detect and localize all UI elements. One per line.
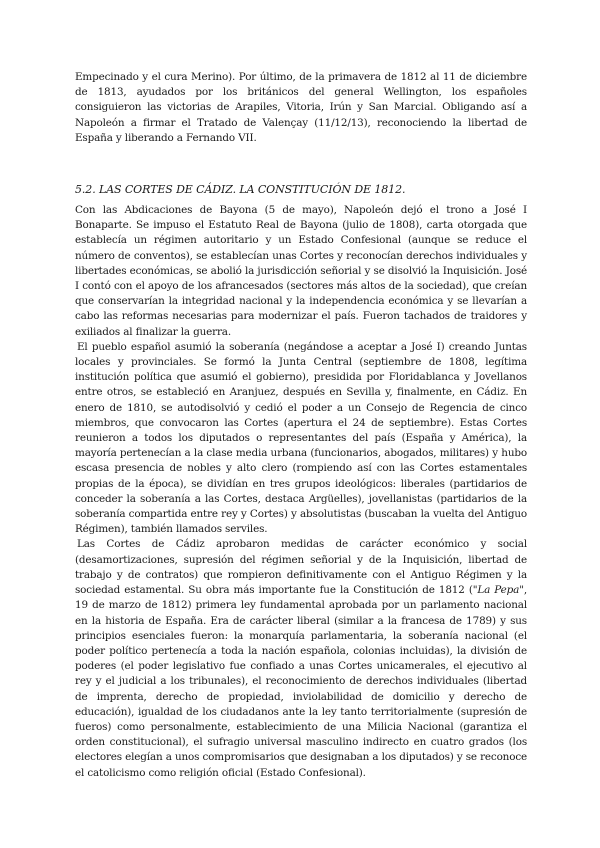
la-pepa-quote: "La Pepa" <box>472 584 524 597</box>
paragraph-text-end: , 19 de marzo de 1812) primera ley fundamental aprobada por un parlamento nacional en la historia de España. Era de carácter liberal (similar a la francesa de 1789) y sus principios esenciales fueron: la monarquía parlamentaria, la soberanía nacional (el poder político pertenecía a toda la nación española, colonias incluidas), la división de poderes (el poder legislativo fue confiado a unas Cortes unicamerales, el ejecutivo al rey y el judicial a los tribunales), el reconocimiento de derechos individuales (libertad de imprenta, derecho de propiedad, inviolabilidad de domicilio y derecho de educación), igualdad de los ciudadanos ante la ley tanto territorialmente (supresión de fueros) como personalmente, establecimiento de una Milicia Nacional (garantiza el orden constitucional), el sufragio universal masculino indirecto en cuatro grados (los electores elegían a unos compromisarios que designaban a los diputados) y se reconoce el catolicismo como religión oficial (Estado Confesional). <box>75 584 527 779</box>
paragraph-text-start: Las Cortes de Cádiz aprobaron medidas de carácter económico y social (desamortizaciones, supresión del régimen señorial y de la Inquisición, libertad de trabajo y de contratos) que rompieron definitivamente con el Antiguo Régimen y la sociedad estamental. Su obra más importante fue la Constitución de 1812 ( <box>75 538 527 597</box>
paragraph-soberania: El pueblo español asumió la soberanía (negándose a aceptar a José I) creando Juntas locales y provinciales. Se formó la Junta Central (septiembre de 1808, legítima institución política que asumió el gobierno), presidida por Floridablanca y Jovellanos entre otros, se estableció en Aranjuez, después en Sevilla y, finalmente, en Cádiz. En enero de 1810, se autodisolvió y cedió el poder a un Consejo de Regencia de cinco miembros, que convocaron las Cortes (apertura el 24 de septiembre). Estas Cortes reunieron a todos los diputados o representantes del país (España y América), la mayoría pertenecían a la clase media urbana (funcionarios, abogados, militares) y hubo escasa presencia de nobles y alto clero (rompiendo así con las Cortes estamentales propias de la época), se dividían en tres grupos ideológicos: liberales (partidarios de conceder la soberanía a las Cortes, destaca Argüelles), jovellanistas (partidarios de la soberanía compartida entre rey y Cortes) y absolutistas (buscaban la vuelta del Antiguo Régimen), también llamados serviles. <box>75 340 527 536</box>
document-page <box>75 70 527 781</box>
paragraph-abdicaciones: Con las Abdicaciones de Bayona (5 de mayo), Napoleón dejó el trono a José I Bonaparte. Se impuso el Estatuto Real de Bayona (julio de 1808), carta otorgada que establecía un régimen autoritario y un Estado Confesional (aunque se reduce el número de conventos), se establecían unas Cortes y reconocían derechos individuales y libertades económicas, se abolió la jurisdicción señorial y se disolvió la Inquisición. José I contó con el apoyo de los afrancesados (sectores más altos de la sociedad), que creían que conservarían la integridad nacional y la independencia económica y se llevarían a cabo las reformas necesarias para modernizar el país. Fueron tachados de traidores y exiliados al finalizar la guerra. <box>75 204 527 338</box>
paragraph-cortes-cadiz <box>75 537 527 780</box>
intro-paragraph: Empecinado y el cura Merino). Por último, de la primavera de 1812 al 11 de diciembre de 1813, ayudados por los británicos del general Wellington, los españoles consiguieron las victorias de Arapiles, Vitoria, Irún y San Marcial. Obligando así a Napoleón a firmar el Tratado de Valençay (11/12/13), reconociendo la libertad de España y liberando a Fernando VII. <box>75 71 527 144</box>
section-title: 5.2. LAS CORTES DE CÁDIZ. LA CONSTITUCIÓN DE 1812. <box>75 183 406 197</box>
